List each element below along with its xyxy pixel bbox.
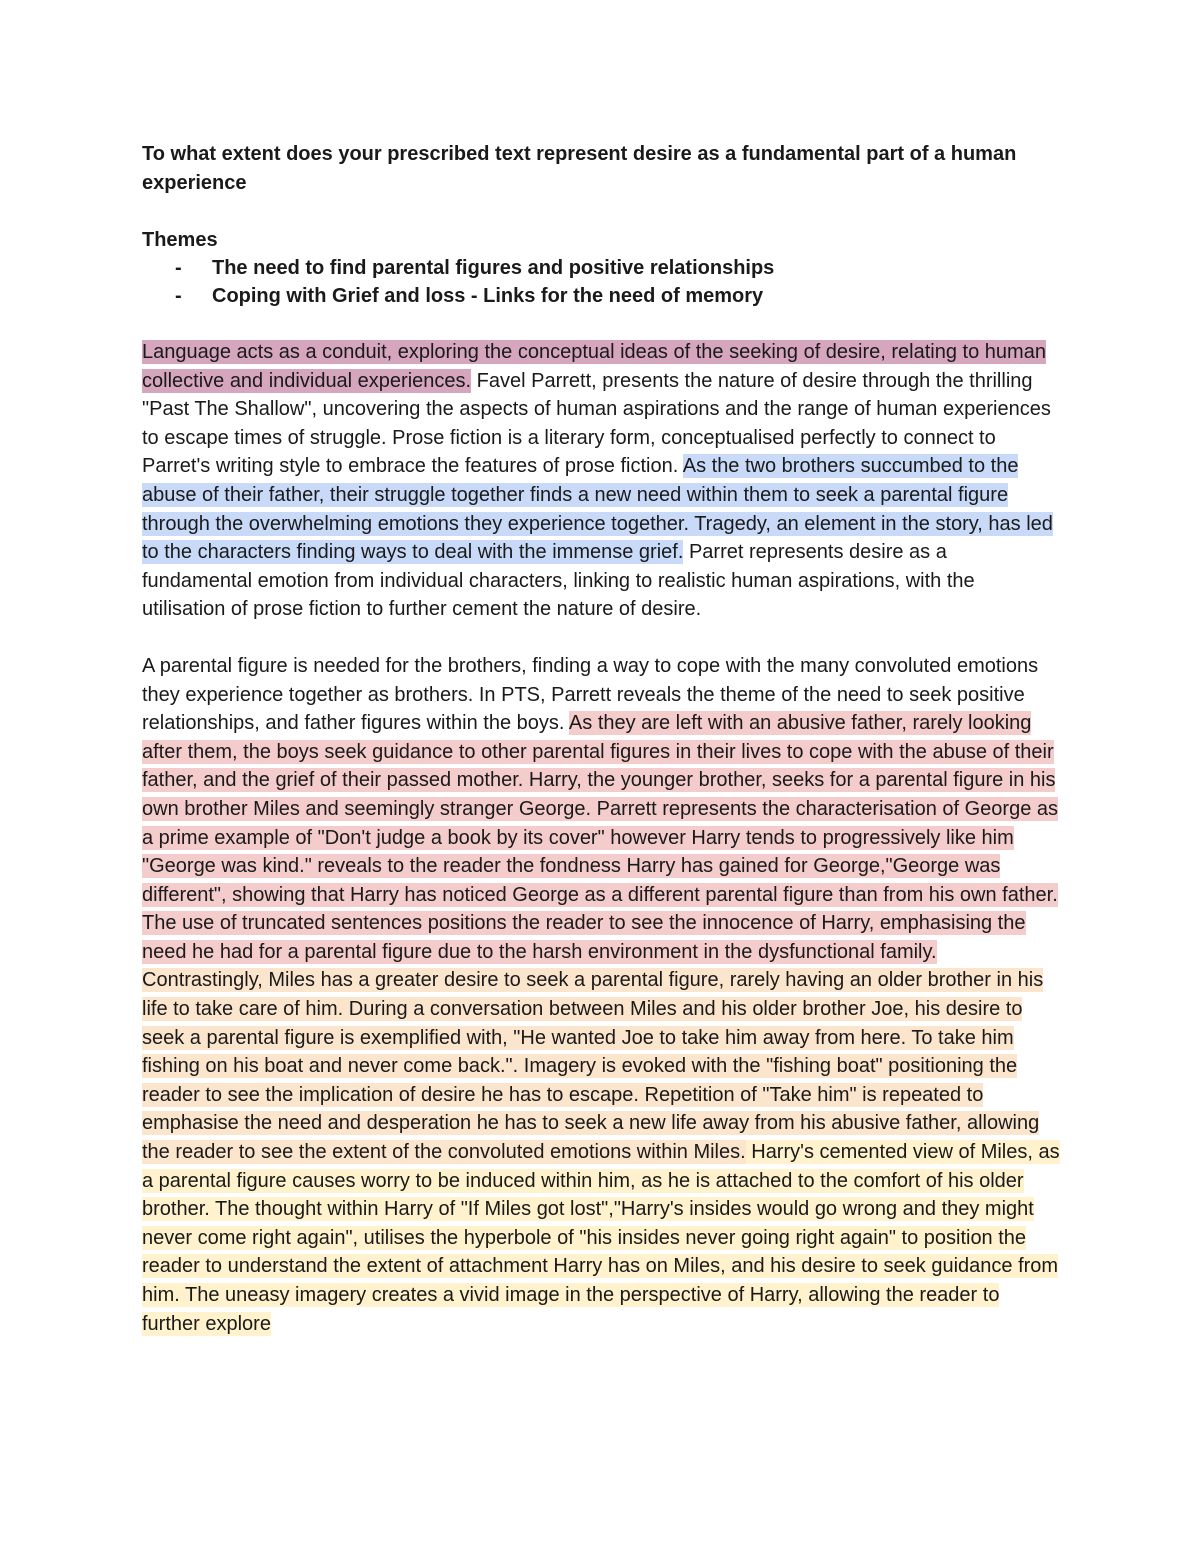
paragraph-text: Favel Parrett, presents the nature of desire through the thrilling "Past The Shallow", uncovering the aspects of human aspirations and the range of human experiences to escape times of struggle. Prose fiction is a literary form, conceptualised perfectly to connect to Parret's writing style to embrace the features of prose fiction. xyxy=(142,369,1051,478)
themes-list xyxy=(142,254,1060,310)
theme-text: Coping with Grief and loss - Links for the need of memory xyxy=(212,285,764,307)
bullet-dash: - xyxy=(175,285,182,307)
highlighted-sentence: As they are left with an abusive father, rarely looking after them, the boys seek guidance to other parental figures in their lives to cope with the abuse of their father, and the grief of their passed mother. Harry, the younger brother, seeks for a parental figure in his own brother Miles and seemingly stranger George. Parrett represents the characterisation of George as a prime example of "Don't judge a book by its cover" however Harry tends to progressively like him "George was kind." reveals to the reader the fondness Harry has gained for George,"George was different", showing that Harry has noticed George as a different parental figure than from his own father. The use of truncated sentences positions the reader to see the innocence of Harry, emphasising the need he had for a parental figure due to the harsh environment in the dysfunctional family. xyxy=(142,712,1059,963)
highlighted-sentence: Language acts as a conduit, exploring the conceptual ideas of the seeking of desire, relating to human collective and individual experiences. xyxy=(142,341,1046,392)
bullet-dash: - xyxy=(175,257,182,279)
themes-heading: Themes xyxy=(142,229,218,251)
highlighted-sentence: As the two brothers succumbed to the abuse of their father, their struggle together finds a new need within them to seek a parental figure through the overwhelming emotions they experience together. Tragedy, an element in the story, has led to the characters finding ways to deal with the immense grief. xyxy=(142,455,1053,564)
essay-question: To what extent does your prescribed text represent desire as a fundamental part of a human experience xyxy=(142,143,1017,194)
highlighted-sentence: Contrastingly, Miles has a greater desire to seek a parental figure, rarely having an older brother in his life to take care of him. During a conversation between Miles and his older brother Joe, his desire to seek a parental figure is exemplified with, "He wanted Joe to take him away from here. To take him fishing on his boat and never come back.". Imagery is evoked with the "fishing boat" positioning the reader to see the implication of desire he has to escape. Repetition of "Take him" is repeated to emphasise the need and desperation he has to seek a new life away from his abusive father, allowing the reader to see the extent of the convoluted emotions within Miles. xyxy=(142,969,1044,1164)
theme-text: The need to find parental figures and positive relationships xyxy=(212,257,775,279)
highlighted-sentence: Harry's cemented view of Miles, as a parental figure causes worry to be induced within him, as he is attached to the comfort of his older brother. The thought within Harry of "If Miles got lost","Harry's insides would go wrong and they might never come right again", utilises the hyperbole of "his insides never going right again" to position the reader to understand the extent of attachment Harry has on Miles, and his desire to seek guidance from him. The uneasy imagery creates a vivid image in the perspective of Harry, allowing the reader to further explore xyxy=(142,1141,1060,1335)
paragraph-text: A parental figure is needed for the brothers, finding a way to cope with the many convoluted emotions they experience together as brothers. In PTS, Parrett reveals the theme of the need to seek positive relationships, and father figures within the boys. xyxy=(142,654,1039,735)
paragraph-introduction xyxy=(142,338,1062,624)
paragraph-body xyxy=(142,652,1062,1338)
theme-item xyxy=(142,282,1060,310)
theme-item xyxy=(142,254,1060,282)
paragraph-text: Parret represents desire as a fundamental emotion from individual characters, linking to realistic human aspirations, with the utilisation of prose fiction to further cement the nature of desire. xyxy=(142,541,975,621)
